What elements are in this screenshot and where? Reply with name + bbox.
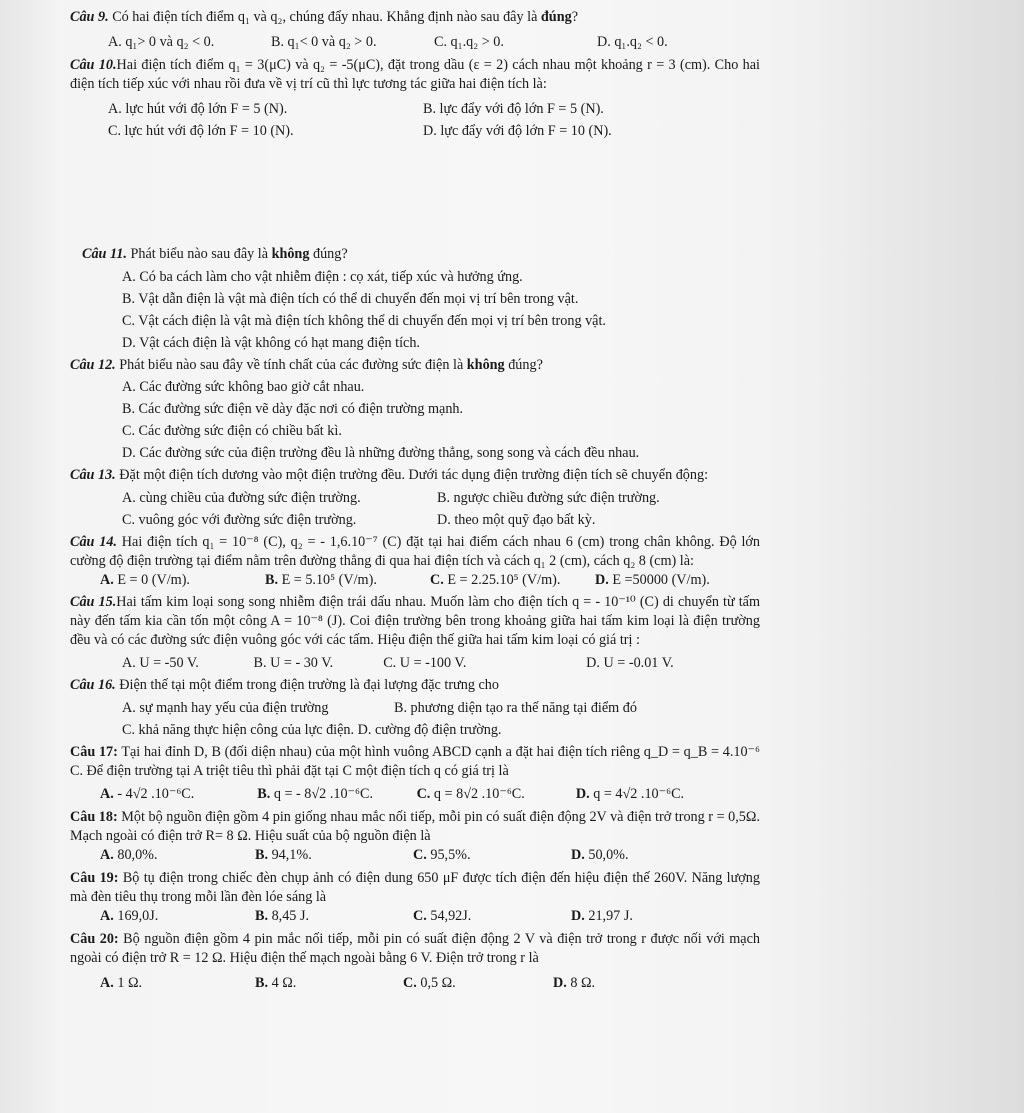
option-a[interactable] (100, 785, 257, 804)
option-label: D. (571, 847, 585, 863)
option-b[interactable] (257, 785, 416, 804)
question-20-text: Bộ nguồn điện gồm 4 pin mắc nối tiếp, mỗi pin có suất điện động 2 V và điện trở trong r được nối với mạch ngoài có điện trở R = 12 Ω. Hiệu điện thế mạch ngoài bằng 6 V. Điện trở trong r là (70, 931, 760, 966)
option-label: B. (265, 572, 279, 588)
option-b[interactable] (265, 571, 430, 590)
question-9 (70, 8, 760, 52)
question-10 (70, 56, 760, 141)
question-11-emphasis: không (271, 246, 310, 262)
option-c[interactable]: C. Các đường sức điện có chiều bất kì. (122, 423, 342, 439)
question-20-options (70, 974, 760, 993)
page-shadow (764, 0, 1024, 1113)
option-c[interactable]: C. vuông góc với đường sức điện trường. (122, 512, 357, 528)
option-b[interactable]: B. U = - 30 V. (253, 655, 334, 671)
option-b[interactable] (255, 846, 413, 865)
question-15-options (70, 654, 760, 673)
option-c[interactable]: C. q₁.q₂ > 0. (434, 34, 504, 50)
option-a[interactable]: A. q₁> 0 và q₂ < 0. (108, 34, 215, 50)
option-text: 54,92J. (430, 908, 472, 924)
option-d[interactable]: D. q₁.q₂ < 0. (597, 34, 668, 50)
option-c[interactable] (413, 907, 571, 926)
question-13-head: Câu 13. (70, 467, 116, 483)
question-16-options-row1 (70, 699, 760, 718)
question-18-head: Câu 18: (70, 809, 118, 825)
option-label: A. (100, 847, 114, 863)
question-12-text: Phát biểu nào sau đây về tính chất của các đường sức điện là (115, 357, 467, 373)
option-text: 1 Ω. (117, 975, 143, 991)
question-10-text: Hai điện tích điểm q₁ = 3(μC) và q₂ = -5(μC), đặt trong dầu (ε = 2) cách nhau một khoảng r = 3 (cm). Cho hai điện tích tiếp xúc với nhau rồi đưa về vị trí cũ thì lực tương tác giữa hai điện tích là: (70, 57, 761, 92)
question-12-end: đúng? (504, 357, 543, 373)
option-label: A. (100, 572, 114, 588)
question-13-options-row2 (70, 511, 760, 530)
option-d[interactable] (576, 785, 760, 804)
option-c[interactable]: C. lực hút với độ lớn F = 10 (N). (108, 123, 294, 139)
option-text: 8 Ω. (570, 975, 596, 991)
option-a[interactable]: A. lực hút với độ lớn F = 5 (N). (108, 101, 288, 117)
option-label: C. (413, 847, 427, 863)
question-9-end: ? (571, 9, 578, 25)
option-text: E = 2.25.10⁵ (V/m). (447, 572, 561, 588)
option-text: E = 5.10⁵ (V/m). (281, 572, 377, 588)
option-c[interactable] (403, 974, 553, 993)
option-label: D. (595, 572, 609, 588)
blank-space (70, 141, 760, 239)
question-17 (70, 743, 760, 804)
option-label: B. (257, 786, 271, 802)
option-text: E = 0 (V/m). (117, 572, 190, 588)
question-14-head: Câu 14. (70, 534, 117, 550)
question-17-text: Tại hai đỉnh D, B (đối diện nhau) của một hình vuông ABCD cạnh a đặt hai điện tích riêng q_D = q_B = 4.10⁻⁶ C. Để điện trường tại A triệt tiêu thì phải đặt tại C một điện tích q có giá trị là (70, 744, 760, 779)
question-15-text: Hai tấm kim loại song song nhiễm điện trái dấu nhau. Muốn làm cho điện tích q = - 10⁻¹⁰ (C) di chuyển từ tấm này đến tấm kia cần tốn một công A = 10⁻⁸ (J). Coi điện trường bên trong khoảng giữa hai tấm kim loại là điện trường đều và có các đường sức điện vuông góc với các tấm. Hiệu điện thế giữa hai tấm kim loại có giá trị : (70, 594, 760, 648)
option-cd[interactable]: C. khả năng thực hiện công của lực điện. D. cường độ điện trường. (122, 722, 502, 738)
option-label: D. (571, 908, 585, 924)
question-19 (70, 869, 760, 926)
option-c[interactable] (413, 846, 571, 865)
question-9-options (70, 33, 760, 52)
option-c[interactable]: C. U = -100 V. (383, 655, 467, 671)
option-label: B. (255, 847, 269, 863)
option-d[interactable]: D. Vật cách điện là vật không có hạt mang điện tích. (122, 335, 420, 351)
exam-page (70, 0, 760, 1113)
option-text: 21,97 J. (588, 908, 633, 924)
option-label: B. (255, 975, 269, 991)
option-text: - 4√2 .10⁻⁶C. (117, 786, 195, 802)
option-d[interactable]: D. Các đường sức của điện trường đều là những đường thẳng, song song và cách đều nhau. (122, 445, 640, 461)
question-12 (70, 356, 760, 463)
option-b[interactable]: B. Vật dẫn điện là vật mà điện tích có thể di chuyển đến mọi vị trí bên trong vật. (122, 291, 579, 307)
option-text: E =50000 (V/m). (612, 572, 710, 588)
option-b[interactable]: B. lực đẩy với độ lớn F = 5 (N). (423, 101, 604, 117)
question-11-text: Phát biểu nào sau đây là (126, 246, 272, 262)
question-11-end: đúng? (309, 246, 348, 262)
option-text: 8,45 J. (271, 908, 310, 924)
option-d[interactable] (553, 974, 738, 993)
option-b[interactable]: B. q₁< 0 và q₂ > 0. (271, 34, 377, 50)
option-c[interactable] (430, 571, 595, 590)
option-d[interactable] (571, 846, 756, 865)
option-a[interactable]: A. U = -50 V. (122, 655, 199, 671)
question-15-head: Câu 15. (70, 594, 117, 610)
option-d[interactable]: D. theo một quỹ đạo bất kỳ. (437, 512, 596, 528)
question-10-options-row1 (70, 100, 760, 119)
option-a[interactable] (100, 571, 265, 590)
option-label: C. (430, 572, 444, 588)
question-20 (70, 930, 760, 993)
question-15 (70, 593, 760, 673)
question-9-text: Có hai điện tích điểm q₁ và q₂, chúng đẩy nhau. Khẳng định nào sau đây là (108, 9, 541, 25)
option-b[interactable] (255, 907, 413, 926)
option-text: 50,0%. (588, 847, 629, 863)
question-20-head: Câu 20: (70, 931, 119, 947)
option-a[interactable]: A. Các đường sức không bao giờ cắt nhau. (122, 379, 365, 395)
question-18 (70, 808, 760, 865)
option-c[interactable] (417, 785, 576, 804)
question-13-text: Đặt một điện tích dương vào một điện trường đều. Dưới tác dụng điện trường điện tích sẽ chuyển động: (115, 467, 709, 483)
option-text: 0,5 Ω. (420, 975, 456, 991)
question-11 (70, 245, 760, 353)
option-label: C. (403, 975, 417, 991)
option-text: 94,1%. (271, 847, 312, 863)
option-d[interactable]: D. U = -0.01 V. (586, 655, 674, 671)
question-18-text: Một bộ nguồn điện gồm 4 pin giống nhau mắc nối tiếp, mỗi pin có suất điện động 2V và điện trở trong r = 0,5Ω. Mạch ngoài có điện trở R= 8 Ω. Hiệu suất của bộ nguồn điện là (70, 809, 760, 844)
question-14-text: Hai điện tích q₁ = 10⁻⁸ (C), q₂ = - 1,6.10⁻⁷ (C) đặt tại hai điểm cách nhau 6 (cm) trong chân không. Độ lớn cường độ điện trường tại điểm nằm trên đường thẳng đi qua hai điện tích và cách q₁ 2 (cm), cách q₂ 8 (cm) là: (70, 534, 760, 569)
question-14 (70, 533, 760, 590)
option-c[interactable]: C. Vật cách điện là vật mà điện tích không thể di chuyển đến mọi vị trí bên trong vật. (122, 313, 606, 329)
question-12-head: Câu 12. (70, 357, 116, 373)
option-label: C. (416, 786, 431, 802)
question-10-head: Câu 10. (70, 57, 117, 73)
option-b[interactable]: B. ngược chiều đường sức điện trường. (437, 490, 660, 506)
option-d[interactable] (595, 571, 760, 590)
option-label: A. (100, 786, 114, 802)
option-a[interactable] (100, 846, 255, 865)
option-a[interactable] (100, 974, 255, 993)
question-10-options-row2 (70, 122, 760, 141)
option-label: D. (553, 975, 567, 991)
option-d[interactable]: D. lực đẩy với độ lớn F = 10 (N). (423, 123, 612, 139)
option-label: B. (255, 908, 269, 924)
option-b[interactable]: B. phương diện tạo ra thế năng tại điểm đó (394, 700, 637, 716)
question-9-head: Câu 9. (70, 9, 109, 25)
option-label: C. (413, 908, 427, 924)
option-a[interactable]: A. sự mạnh hay yếu của điện trường (122, 700, 329, 716)
option-text: q = 4√2 .10⁻⁶C. (593, 786, 685, 802)
question-12-emphasis: không (466, 357, 505, 373)
question-9-emphasis: đúng (540, 9, 572, 25)
question-13 (70, 466, 760, 530)
option-text: 95,5%. (430, 847, 471, 863)
question-19-text: Bộ tụ điện trong chiếc đèn chụp ảnh có điện dung 650 μF được tích điện đến hiệu điện thế 260V. Năng lượng mà đèn tiêu thụ trong mỗi lần đèn lóe sáng là (70, 870, 760, 905)
question-11-head: Câu 11. (82, 246, 127, 262)
question-17-head: Câu 17: (70, 744, 118, 760)
question-14-options (70, 571, 760, 590)
option-a[interactable]: A. cùng chiều của đường sức điện trường. (122, 490, 361, 506)
question-16-text: Điện thế tại một điểm trong điện trường là đại lượng đặc trưng cho (115, 677, 499, 693)
option-text: 169,0J. (117, 908, 159, 924)
question-16 (70, 676, 760, 740)
option-a[interactable]: A. Có ba cách làm cho vật nhiễm điện : cọ xát, tiếp xúc và hưởng ứng. (122, 269, 523, 285)
option-b[interactable] (255, 974, 403, 993)
question-13-options-row1 (70, 489, 760, 508)
option-label: D. (575, 786, 590, 802)
option-text: 4 Ω. (271, 975, 297, 991)
question-19-head: Câu 19: (70, 870, 119, 886)
option-label: A. (100, 908, 114, 924)
question-19-options (70, 907, 760, 926)
question-17-options (70, 785, 760, 804)
option-text: 80,0%. (117, 847, 158, 863)
question-16-head: Câu 16. (70, 677, 116, 693)
option-label: A. (100, 975, 114, 991)
question-18-options (70, 846, 760, 865)
option-text: q = - 8√2 .10⁻⁶C. (273, 786, 374, 802)
option-text: q = 8√2 .10⁻⁶C. (433, 786, 525, 802)
option-d[interactable] (571, 907, 756, 926)
option-a[interactable] (100, 907, 255, 926)
option-b[interactable]: B. Các đường sức điện vẽ dày đặc nơi có điện trường mạnh. (122, 401, 464, 417)
